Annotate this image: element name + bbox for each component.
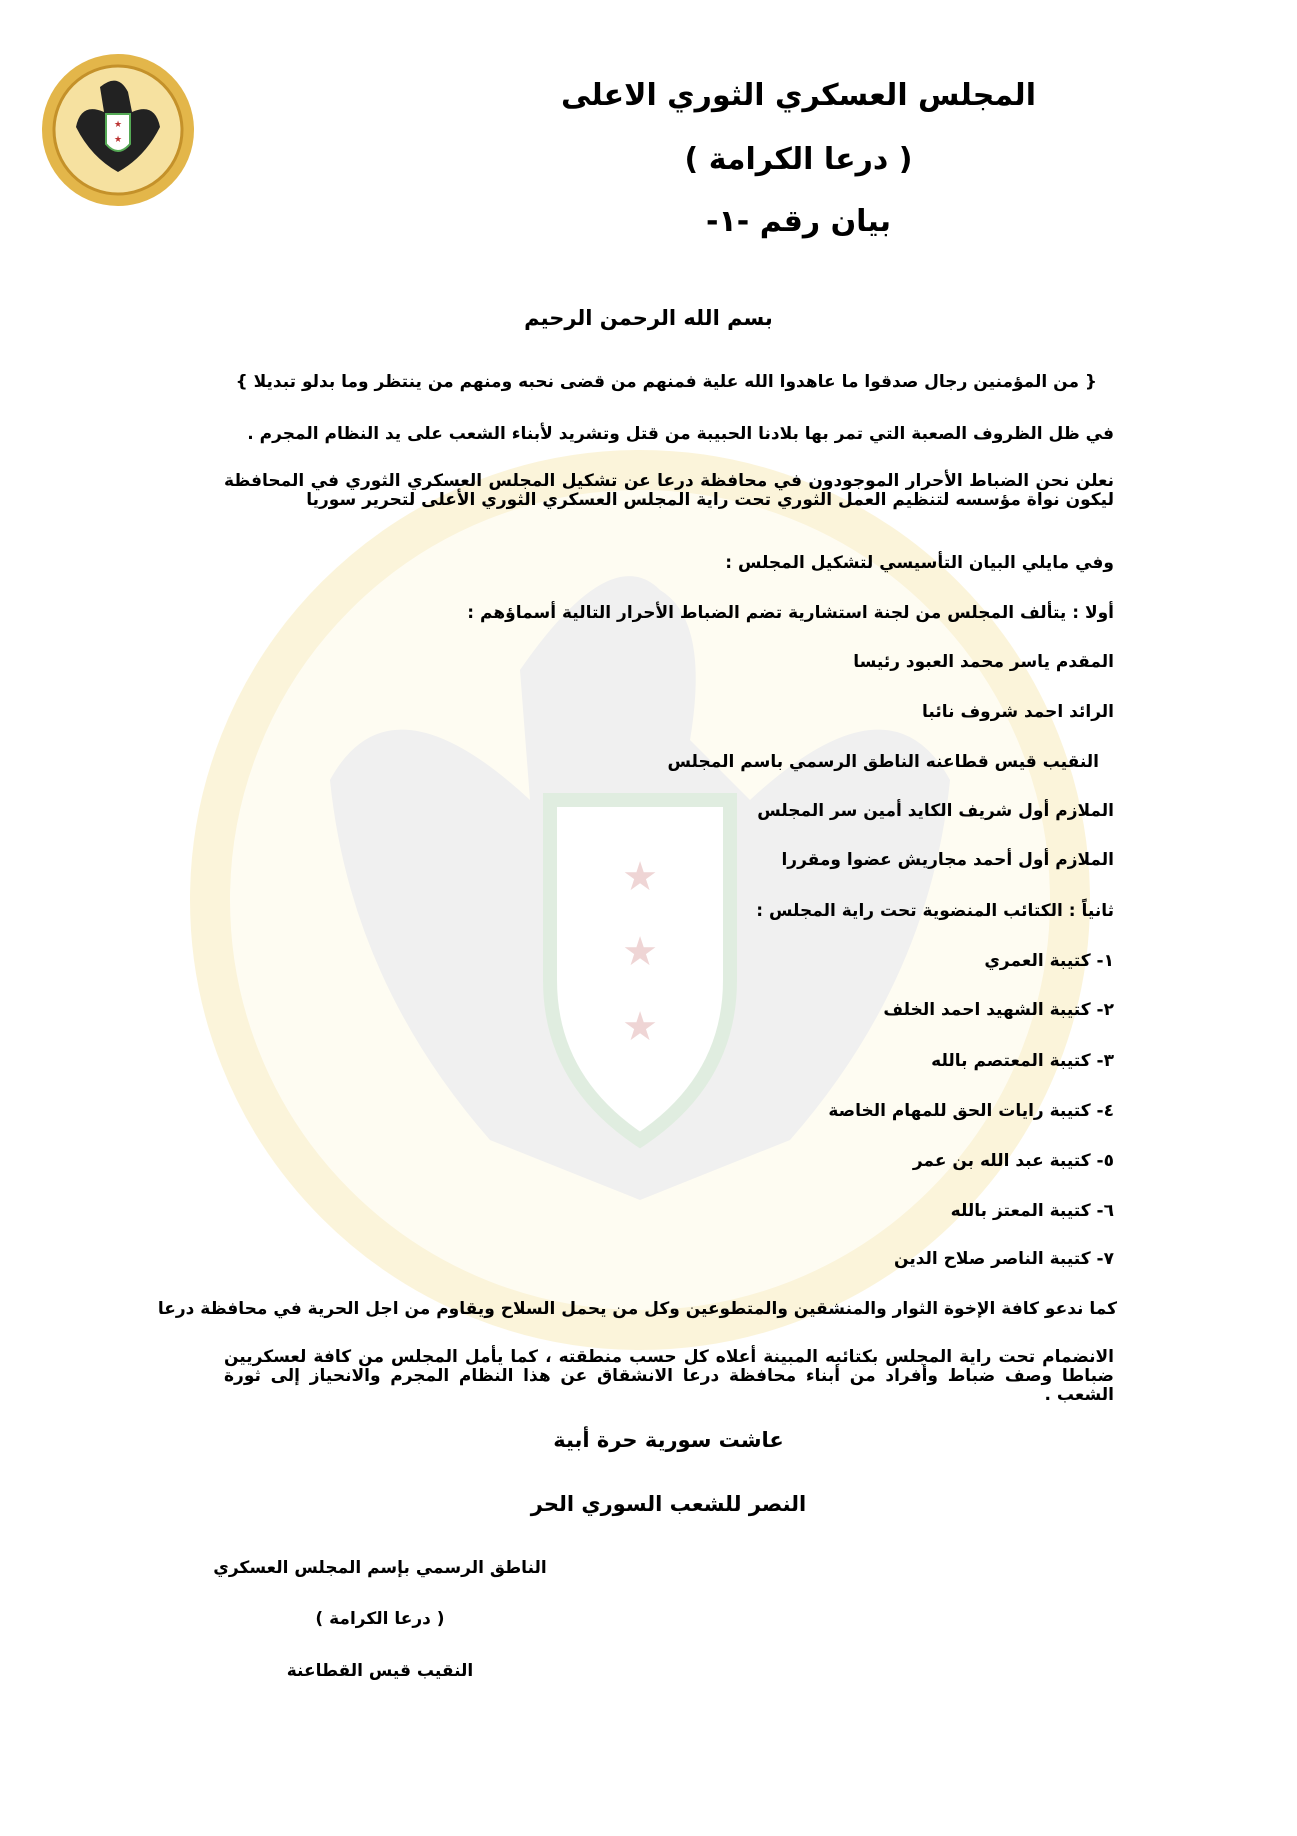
battalions-heading: ثانياً : الكتائب المنضوية تحت راية المجلس :	[756, 901, 1114, 921]
battalion-item: ٧- كتيبة الناصر صلاح الدين	[894, 1249, 1114, 1269]
basmala: بسم الله الرحمن الرحيم	[524, 306, 773, 330]
signature-name: النقيب قيس القطاعنة	[286, 1661, 474, 1681]
paragraph-founding: وفي مايلي البيان التأسيسي لتشكيل المجلس :	[725, 553, 1114, 573]
member-item: النقيب قيس قطاعنه الناطق الرسمي باسم المجلس	[667, 752, 1099, 772]
paragraph-announcement: نعلن نحن الضباط الأحرار الموجودون في محافظة درعا عن تشكيل المجلس العسكري الثوري في المحافظة ليكون نواة مؤسسه لتنظيم العمل الثوري تحت راية المجلس العسكري الثوري الأعلى لتحرير سوريا	[224, 471, 1114, 510]
svg-text:★: ★	[113, 135, 123, 145]
call-paragraph: كما ندعو كافة الإخوة الثوار والمنشقين والمتطوعين وكل من يحمل السلاح ويقاوم من اجل الحرية في محافظة درعا	[157, 1299, 1117, 1319]
council-subtitle: ( درعا الكرامة )	[684, 142, 913, 177]
svg-text:★: ★	[622, 929, 658, 975]
battalion-item: ١- كتيبة العمري	[984, 951, 1114, 971]
paragraph-intro: في ظل الظروف الصعبة التي تمر بها بلادنا الحبيبة من قتل وتشريد لأبناء الشعب على يد النظام المجرم .	[247, 424, 1114, 444]
signature-role: الناطق الرسمي بإسم المجلس العسكري	[213, 1558, 547, 1578]
council-logo	[40, 52, 196, 208]
paragraph-first: أولا : يتألف المجلس من لجنة استشارية تضم الضباط الأحرار التالية أسماؤهم :	[467, 603, 1114, 623]
battalion-item: ٥- كتيبة عبد الله بن عمر	[912, 1151, 1114, 1171]
quran-verse: { من المؤمنين رجال صدقوا ما عاهدوا الله علية فمنهم من قضى نحبه ومنهم من ينتظر وما بدلو تبديلا }	[235, 372, 1097, 392]
signature-unit: ( درعا الكرامة )	[315, 1609, 445, 1629]
council-title: المجلس العسكري الثوري الاعلى	[561, 78, 1036, 113]
svg-text:★: ★	[622, 854, 658, 900]
member-item: الملازم أول شريف الكايد أمين سر المجلس	[757, 801, 1114, 821]
battalion-item: ٣- كتيبة المعتصم بالله	[931, 1051, 1114, 1071]
member-item: الرائد احمد شروف نائبا	[922, 702, 1114, 722]
call-paragraph-continued: الانضمام تحت راية المجلس بكتائبه المبينة أعلاه كل حسب منطقته ، كما يأمل المجلس من كافة لعسكريين ضباطا وصف ضباط وأفراد من أبناء محافظة درعا الانشقاق عن هذا النظام المجرم والانحياز إلى ثورة الشعب .	[224, 1347, 1114, 1405]
battalion-item: ٢- كتيبة الشهيد احمد الخلف	[883, 1000, 1114, 1020]
battalion-item: ٦- كتيبة المعتز بالله	[950, 1201, 1114, 1221]
slogan: النصر للشعب السوري الحر	[530, 1492, 807, 1516]
svg-text:★: ★	[622, 1004, 658, 1050]
member-item: المقدم ياسر محمد العبود رئيسا	[853, 652, 1114, 672]
statement-number: بيان رقم -١-	[706, 204, 891, 239]
svg-text:★: ★	[113, 120, 123, 130]
battalion-item: ٤- كتيبة رايات الحق للمهام الخاصة	[828, 1101, 1114, 1121]
slogan: عاشت سورية حرة أبية	[553, 1428, 784, 1452]
member-item: الملازم أول أحمد مجاريش عضوا ومقررا	[781, 850, 1114, 870]
